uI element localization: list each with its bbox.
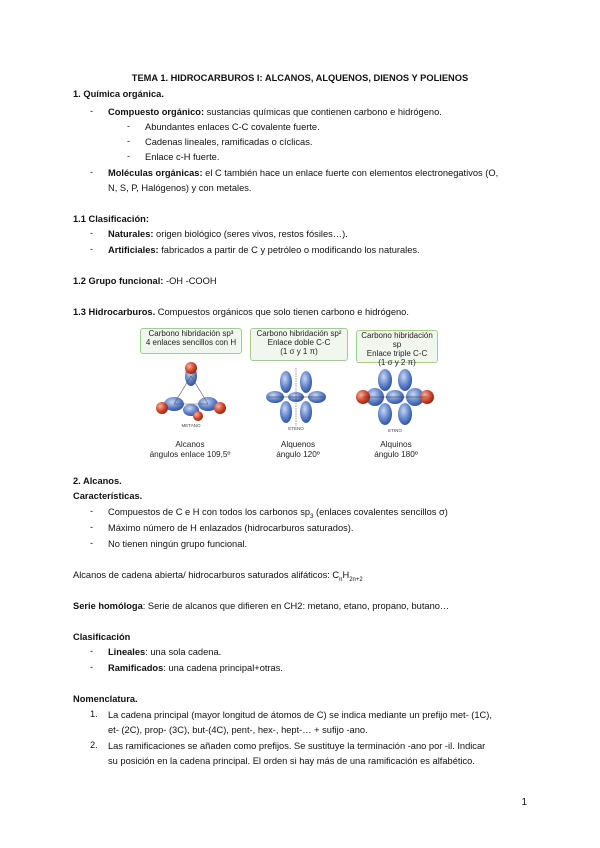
bullet-dash: - <box>90 538 94 548</box>
term-text: origen biológico (seres vivos, restos fósiles…). <box>153 229 348 239</box>
c1-post: (enlaces covalentes sencillos σ) <box>313 507 448 517</box>
bullet-dash: - <box>90 228 94 238</box>
list-item-lineales <box>108 646 221 658</box>
sub-item: Cadenas lineales, ramificadas o cíclicas. <box>145 137 313 147</box>
section-1-3 <box>73 306 409 318</box>
sp2-title: Carbono hibridación sp² <box>256 329 342 338</box>
formula-n: n <box>339 576 343 583</box>
caption-alquinos-angle: ángulo 180º <box>374 450 418 459</box>
nomenclatura-rule-2-line-1: Las ramificaciones se añaden como prefijos. Se sustituye la terminación -ano por -il. Indicar <box>108 741 486 751</box>
c1-sub: 3 <box>310 513 314 520</box>
section-1-1-heading: 1.1 Clasificación: <box>73 214 149 224</box>
caption-alquinos <box>356 440 436 460</box>
section-1-3-heading: 1.3 Hidrocarburos. <box>73 307 156 317</box>
caption-alquenos-title: Alquenos <box>280 440 316 449</box>
term-label: Lineales <box>108 647 146 657</box>
caracteristica-2: Máximo número de H enlazados (hidrocarburos saturados). <box>108 523 354 533</box>
bullet-dash: - <box>90 506 94 516</box>
caracteristicas-heading: Características. <box>73 491 143 501</box>
bullet-dash: - <box>127 121 131 131</box>
sp2-bonds: (1 σ y 1 π) <box>280 347 318 356</box>
sp-title: Carbono hibridación sp <box>361 331 433 349</box>
list-item-ramificados <box>108 662 283 674</box>
caption-alcanos-title: Alcanos <box>175 440 205 449</box>
ethene-label: ETENO <box>288 426 304 431</box>
serie-label: Serie homóloga <box>73 601 143 611</box>
open-chain-formula <box>73 569 363 586</box>
section-1-heading: 1. Química orgánica. <box>73 89 164 99</box>
sp-desc: Enlace triple C-C <box>366 349 428 358</box>
bullet-dash: - <box>90 167 94 177</box>
nomenclatura-rule-2-line-2: su posición en la cadena principal. El orden si hay más de una ramificación es alfabético. <box>108 756 475 766</box>
term-text: el C también hace un enlace fuerte con elementos electronegativos (O, <box>202 168 499 178</box>
term-label: Ramificados <box>108 663 164 673</box>
list-item-continuation: N, S, P, Halógenos) y con metales. <box>108 183 252 193</box>
bullet-dash: - <box>90 522 94 532</box>
sp2-desc: Enlace doble C-C <box>267 338 331 347</box>
list-item-artificiales <box>108 244 420 256</box>
hybridization-figure <box>138 328 438 468</box>
term-label: Naturales: <box>108 229 154 239</box>
term-text: : una cadena principal+otras. <box>163 663 283 673</box>
nomenclatura-rule-1-line-1: La cadena principal (mayor longitud de átomos de C) se indica mediante un prefijo met- (1C), <box>108 710 492 720</box>
ethyne-label: ETINO <box>388 428 402 433</box>
sub-item: Enlace c-H fuerte. <box>145 152 220 162</box>
caption-alcanos-angle: ángulos enlace 109,5º <box>149 450 231 459</box>
open-chain-text: Alcanos de cadena abierta/ hidrocarburos saturados alifáticos: C <box>73 570 340 580</box>
sp-bonds: (1 σ y 2 π) <box>378 358 416 367</box>
page-number: 1 <box>521 797 527 808</box>
bullet-dash: - <box>90 646 94 656</box>
section-1-3-text: Compuestos orgánicos que solo tienen carbono e hidrógeno. <box>155 307 409 317</box>
list-number: 2. <box>90 740 98 750</box>
caption-alquinos-title: Alquinos <box>380 440 412 449</box>
nomenclatura-heading: Nomenclatura. <box>73 694 138 704</box>
methane-molecule <box>156 362 226 428</box>
term-label: Compuesto orgánico: <box>108 107 205 117</box>
sub-item: Abundantes enlaces C-C covalente fuerte. <box>145 122 320 132</box>
term-text: : una sola cadena. <box>145 647 222 657</box>
bullet-dash: - <box>127 151 131 161</box>
term-text: sustancias químicas que contienen carbono e hidrógeno. <box>204 107 442 117</box>
bullet-dash: - <box>90 662 94 672</box>
list-item-moleculas-organicas <box>108 167 498 179</box>
list-item-naturales <box>108 228 348 240</box>
term-text: fabricados a partir de C y petróleo o modificando los naturales. <box>158 245 420 255</box>
formula-h: H <box>342 570 350 580</box>
ethene-molecule <box>266 368 326 431</box>
term-label: Moléculas orgánicas: <box>108 168 203 178</box>
list-number: 1. <box>90 709 98 719</box>
section-1-2-text: -OH -COOH <box>163 276 217 286</box>
caption-alcanos <box>140 440 240 460</box>
caracteristica-1 <box>108 506 448 523</box>
methane-label: METANO <box>181 423 201 428</box>
term-label: Artificiales: <box>108 245 159 255</box>
bullet-dash: - <box>127 136 131 146</box>
caption-alquenos <box>250 440 346 460</box>
clasificacion-heading: Clasificación <box>73 632 131 642</box>
sp3-title: Carbono hibridación sp³ <box>148 329 234 338</box>
bullet-dash: - <box>90 244 94 254</box>
nomenclatura-rule-1-line-2: et- (2C), prop- (3C), but-(4C), pent-, hex-, hept-… + sufijo -ano. <box>108 725 368 735</box>
sp3-desc: 4 enlaces sencillos con H <box>145 338 237 347</box>
bullet-dash: - <box>90 106 94 116</box>
section-1-2-heading: 1.2 Grupo funcional: <box>73 276 164 286</box>
serie-text: : Serie de alcanos que difieren en CH2: metano, etano, propano, butano… <box>142 601 450 611</box>
caracteristica-3: No tienen ningún grupo funcional. <box>108 539 248 549</box>
c1-pre: Compuestos de C e H con todos los carbonos sp <box>108 507 311 517</box>
serie-homologa <box>73 600 449 612</box>
formula-2n2: 2n+2 <box>349 576 363 583</box>
caption-alquenos-angle: ángulo 120º <box>276 450 320 459</box>
section-1-2 <box>73 275 217 287</box>
section-2-heading: 2. Alcanos. <box>73 476 122 486</box>
ethyne-molecule <box>356 369 434 433</box>
list-item-compuesto-organico <box>108 106 442 118</box>
document-title: TEMA 1. HIDROCARBUROS I: ALCANOS, ALQUENOS, DIENOS Y POLIENOS <box>131 73 469 83</box>
